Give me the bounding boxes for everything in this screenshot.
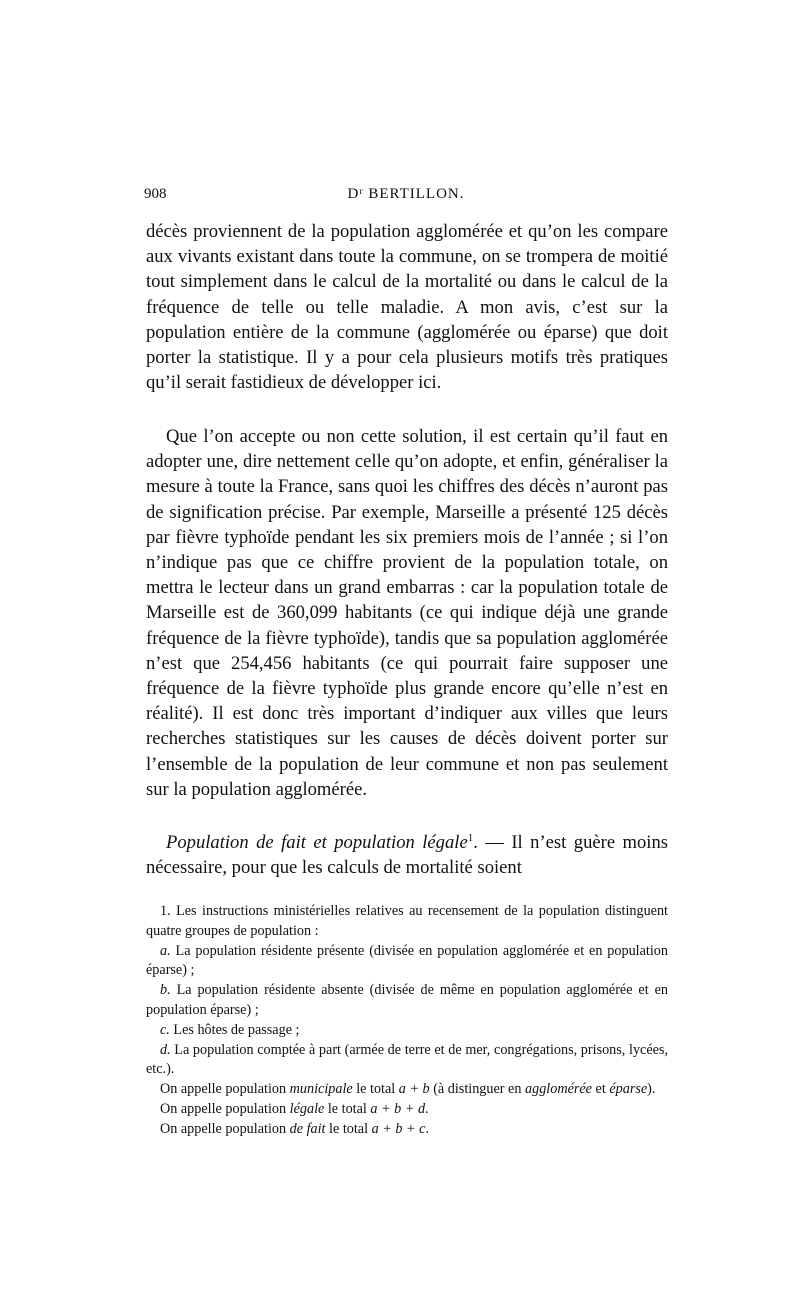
def-text: . (425, 1100, 429, 1117)
def-text: le total (325, 1120, 372, 1137)
item-label: a. (160, 942, 171, 959)
item-text: La population résidente absente (divisée de même en population agglomérée et en population éparse) ; (146, 982, 668, 1018)
def-term: éparse (609, 1081, 648, 1098)
def-formula: a + b + c (371, 1120, 426, 1137)
def-text: On appelle population (160, 1100, 290, 1117)
item-label: b. (160, 982, 171, 999)
def-text: On appelle population (160, 1081, 290, 1098)
footnote-definition-municipale (146, 1080, 668, 1100)
def-term: agglomérée (525, 1081, 592, 1098)
footnotes (146, 902, 668, 1140)
def-text: le total (324, 1100, 371, 1117)
item-label: d. (160, 1041, 171, 1058)
paragraph-population-de-fait (146, 826, 668, 881)
section-text: . — Il n’est guère moins nécessaire, pour que les calculs de mortalité soient (146, 832, 668, 879)
def-text: . (425, 1120, 429, 1137)
running-header (144, 186, 668, 210)
paragraph-marseille-example: Que l’on accepte ou non cette solution, il est certain qu’il faut en adopter une, dire nettement celle qu’on adopte, et enfin, généraliser la mesure à toute la France, sans quoi les chiffres des décès n’auront pas de signification précise. Par exemple, Marseille a présenté 125 décès par fièvre typhoïde pendant les six premiers mois de l’année ; si l’on n’indique pas que ce chiffre provient de la population totale, on mettra le lecteur dans un grand embarras : car la population totale de Marseille est de 360,099 habitants (ce qui indique déjà une grande fréquence de la fièvre typhoïde), tandis que sa population agglomérée n’est que 254,456 habitants (ce qui pourrait faire supposer une fréquence de la fièvre typhoïde plus grande encore qu’elle n’est en réalité). Il est donc très important d’indiquer aux villes que leurs recherches statistiques sur les causes de décès doivent porter sur l’ensemble de la population de leur commune et non pas seulement sur la population agglomérée. (146, 426, 668, 800)
item-text: La population comptée à part (armée de terre et de mer, congrégations, prisons, lycées, etc.). (146, 1041, 668, 1078)
def-formula: a + b (398, 1081, 430, 1098)
def-text: et (591, 1081, 610, 1098)
footnote-definition-legale (146, 1100, 668, 1120)
def-text: le total (352, 1081, 399, 1098)
def-formula: a + b + d (370, 1100, 426, 1117)
item-text: La population résidente présente (divisée en population agglomérée et en population éparse) ; (146, 942, 668, 979)
item-text: Les hôtes de passage ; (169, 1021, 300, 1038)
def-term: de fait (289, 1120, 326, 1137)
item-label: c. (160, 1021, 170, 1038)
footnote-definition-de-fait (146, 1120, 668, 1140)
def-term: légale (289, 1100, 325, 1117)
running-title: Dʳ BERTILLON. (347, 186, 465, 202)
def-text: (à distinguer en (429, 1081, 525, 1098)
def-term: municipale (289, 1081, 353, 1098)
paragraph-continued: décès proviennent de la population agglomérée et qu’on les compare aux vivants existant dans toute la commune, on se trompera de moitié tout simplement dans le calcul de la mortalité ou dans le calcul de la fréquence de telle ou telle maladie. A mon avis, c’est sur la population entière de la commune (agglomérée ou éparse) que doit porter la statistique. Il y a pour cela plusieurs motifs très pratiques qu’il serait fastidieux de développer ici. (146, 221, 668, 394)
footnote-item-d (146, 1041, 668, 1081)
footnote-1: 1. Les instructions ministérielles relatives au recensement de la population distinguent quatre groupes de population : (146, 903, 668, 939)
footnote-item-c (146, 1021, 668, 1041)
footnote-item-b (146, 981, 668, 1021)
def-text: On appelle population (160, 1120, 290, 1137)
page-number: 908 (144, 186, 167, 202)
footnote-marker: 1 (467, 832, 474, 844)
def-text: ). (647, 1081, 656, 1098)
section-heading: Population de fait et population légale (166, 832, 468, 854)
footnote-item-a (146, 942, 668, 982)
